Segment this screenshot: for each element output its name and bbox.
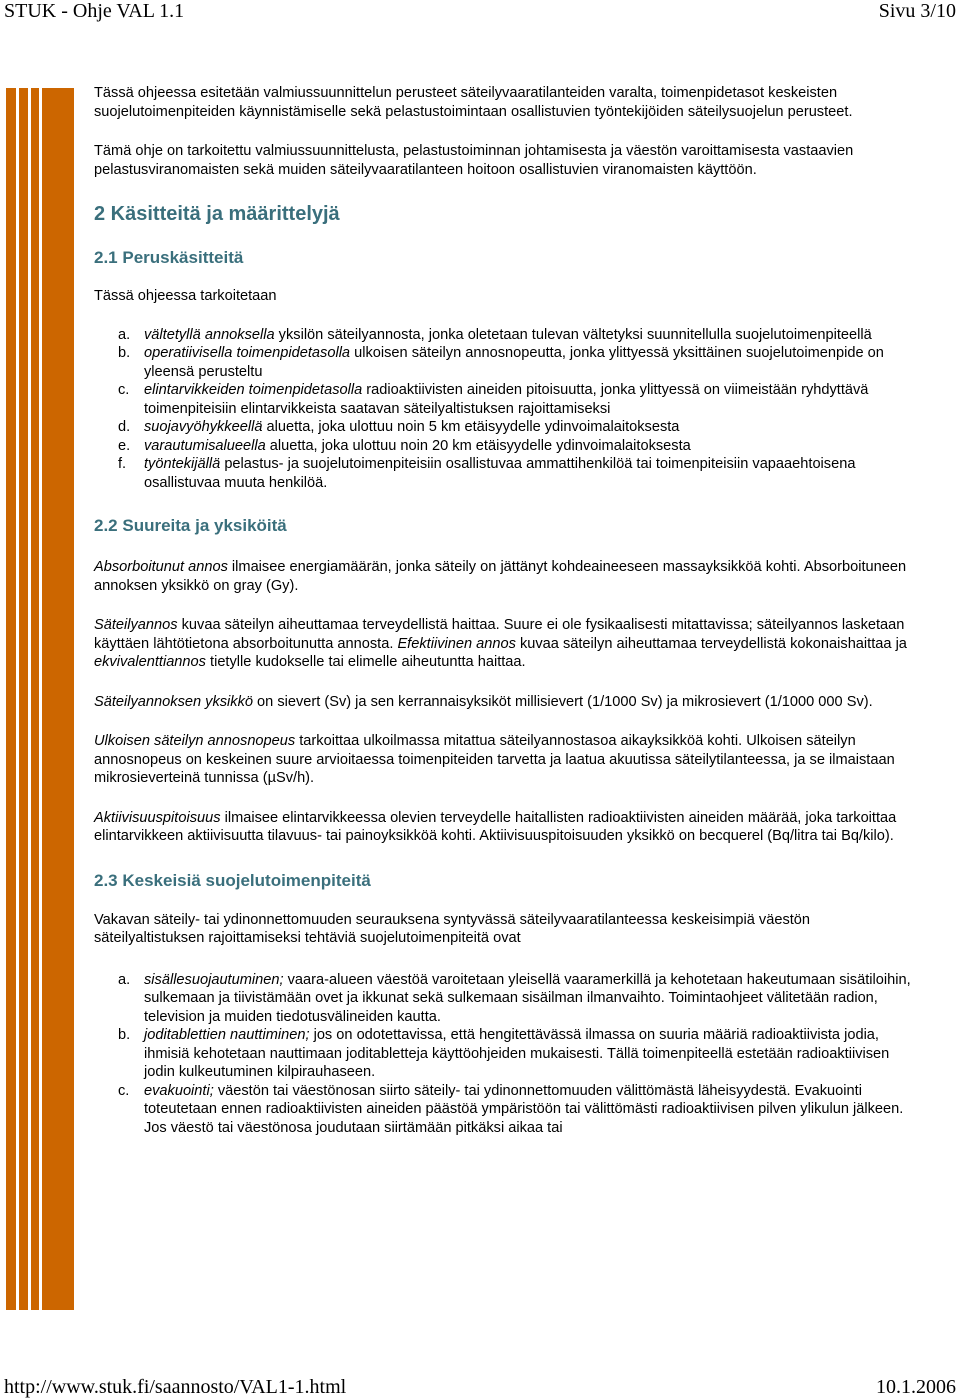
paragraph-dose-unit: Säteilyannoksen yksikkö on sievert (Sv) ja sen kerrannaisyksiköt millisievert (1/1000 Sv) ja mikrosievert (1/1000 000 Sv). — [94, 693, 873, 710]
section-2-heading: 2 Käsitteitä ja määrittelyjä — [94, 203, 340, 225]
section-2-3-heading: 2.3 Keskeisiä suojelutoimenpiteitä — [94, 870, 371, 890]
decorative-sidebar — [6, 88, 74, 1310]
list-item: f. työntekijällä pelastus- ja suojelutoimenpiteisiin osallistuvaa ammattihenkilöä tai toimenpiteisiin vapaaehtoisena osallistuvaa muuta henkilöä. — [118, 456, 856, 491]
list-item: b. operatiivisella toimenpidetasolla ulkoisen säteilyn annosnopeutta, jonka ylittyessä yksittäinen suojelutoimenpide on yleensä perusteltu — [118, 345, 884, 380]
sidebar-stripe — [42, 88, 74, 1310]
intro-paragraph-1: Tässä ohjeessa esitetään valmiussuunnittelun perusteet säteilyvaaratilanteiden varalta, toimenpidetasot keskeisten suojelutoimenpiteiden käynnistämiselle sekä pelastustoimintaan osallistuvien työntekijöiden säteilysuojelun perusteet. — [94, 85, 853, 120]
protective-measures-list — [94, 971, 916, 1138]
list-item: b. joditablettien nauttiminen; jos on odotettavissa, että hengitettävässä ilmassa on suuria määriä radioaktiivista jodia, ihmisiä kehotetaan nauttimaan joditabletteja käyttöohjeiden mukaisesti. Tällä toimenpiteellä estetään radioaktiivisen jodin kulkeutuminen kilpirauhaseen. — [118, 1027, 890, 1080]
list-item: d. suojavyöhykkeellä aluetta, joka ulottuu noin 5 km etäisyydelle ydinvoimalaitoksesta — [118, 419, 680, 435]
list-item: a. sisällesuojautuminen; vaara-alueen väestöä varoitetaan yleisellä vaaramerkillä ja kehotetaan hakeutumaan sisätiloihin, sulkemaan ja tiivistämään ovet ja ikkunat sekä sulkemaan sisäilman ilmanvaihto. Toimintaohjeet välitetään radion, television ja muiden tiedotusvälineiden kautta. — [118, 971, 911, 1025]
header-page-number: Sivu 3/10 — [878, 0, 956, 22]
page-footer — [0, 1375, 960, 1399]
header-title: STUK - Ohje VAL 1.1 — [4, 0, 185, 22]
list-item: a. vältetyllä annoksella yksilön säteilyannosta, jonka oletetaan tulevan vältetyksi suunnitellulla suojelutoimenpiteellä — [118, 326, 872, 343]
paragraph-radiation-dose: Säteilyannos kuvaa säteilyn aiheuttamaa terveydellistä haittaa. Suure ei ole fysikaalisesti mitattavissa; säteilyannos lasketaan käyttäen lähtötietona absorboitunutta annosta. Efektiivinen annos kuvaa säteilyn aiheuttamaa terveydellistä kokonaishaittaa ja ekvivalenttiannos tietylle kudokselle tai elimelle aiheutuntta haittaa. — [94, 617, 907, 670]
footer-url: http://www.stuk.fi/saannosto/VAL1-1.html — [4, 1376, 347, 1398]
section-2-3-lead: Vakavan säteily- tai ydinonnettomuuden seurauksena syntyvässä säteilyvaaratilanteessa keskeisimpiä väestön säteilyaltistuksen rajoittamiseksi tehtäviä suojelutoimenpiteitä ovat — [94, 911, 811, 946]
list-item: c. elintarvikkeiden toimenpidetasolla radioaktiivisten aineiden pitoisuutta, jonka ylittyessä on viimeistään ryhdyttävä toimenpiteisiin elintarvikkeista saatavan säteilyaltistuksen rajoittamiseksi — [118, 382, 869, 417]
section-2-2-heading: 2.2 Suureita ja yksiköitä — [94, 516, 287, 535]
document-body — [94, 84, 916, 1137]
sidebar-stripe — [31, 88, 39, 1310]
paragraph-absorbed-dose: Absorboitunut annos ilmaisee energiamäärän, jonka säteily on jättänyt kohdeaineeseen massayksikköä kohti. Absorboituneen annoksen yksikkö on gray (Gy). — [94, 559, 907, 594]
sidebar-stripe — [19, 88, 28, 1310]
section-2-1-heading: 2.1 Peruskäsitteitä — [94, 248, 244, 267]
list-item: c. evakuointi; väestön tai väestönosan siirto säteily- tai ydinonnettomuuden välittömästä läheisyydestä. Evakuointi toteutetaan ennen radioaktiivisten aineiden päästöä ympäristöön tai välittömästi radioaktiivisen pilven ylikulun jälkeen. Jos väestö tai väestönosa joudutaan siirtämään pitkäksi aikaa tai — [118, 1082, 904, 1136]
list-item: e. varautumisalueella aluetta, joka ulottuu noin 20 km etäisyydelle ydinvoimalaitoksesta — [118, 437, 691, 454]
paragraph-dose-rate: Ulkoisen säteilyn annosnopeus tarkoittaa ulkoilmassa mitattua säteilyannostasoa aikayksikköä kohti. Ulkoisen säteilyn annosnopeus on keskeinen suure arvioitaessa toimenpiteiden tarvetta ja laatua akuutissa säteilytilanteessa, ja se ilmaistaan mikrosieverteinä tunnissa (µSv/h). — [94, 733, 895, 786]
section-2-1-lead: Tässä ohjeessa tarkoitetaan — [94, 288, 277, 304]
page-header — [0, 0, 960, 22]
footer-date: 10.1.2006 — [876, 1376, 956, 1398]
definitions-list — [94, 326, 916, 493]
sidebar-stripe — [6, 88, 16, 1310]
intro-paragraph-2: Tämä ohje on tarkoitettu valmiussuunnittelusta, pelastustoiminnan johtamisesta ja väestön varoittamisesta vastaavien pelastusviranomaisten sekä muiden säteilyvaaratilanteen hoitoon osallistuvien viranomaisten käyttöön. — [94, 143, 854, 178]
paragraph-activity-concentration: Aktiivisuuspitoisuus ilmaisee elintarvikkeessa olevien terveydelle haitallisten radioaktiivisten aineiden määrää, joka tarkoittaa elintarvikkeen aktiivisuutta tilavuus- tai painoyksikköä kohti. Aktiivisuuspitoisuuden yksikkö on becquerel (Bq/litra tai Bq/kilo). — [94, 809, 897, 844]
